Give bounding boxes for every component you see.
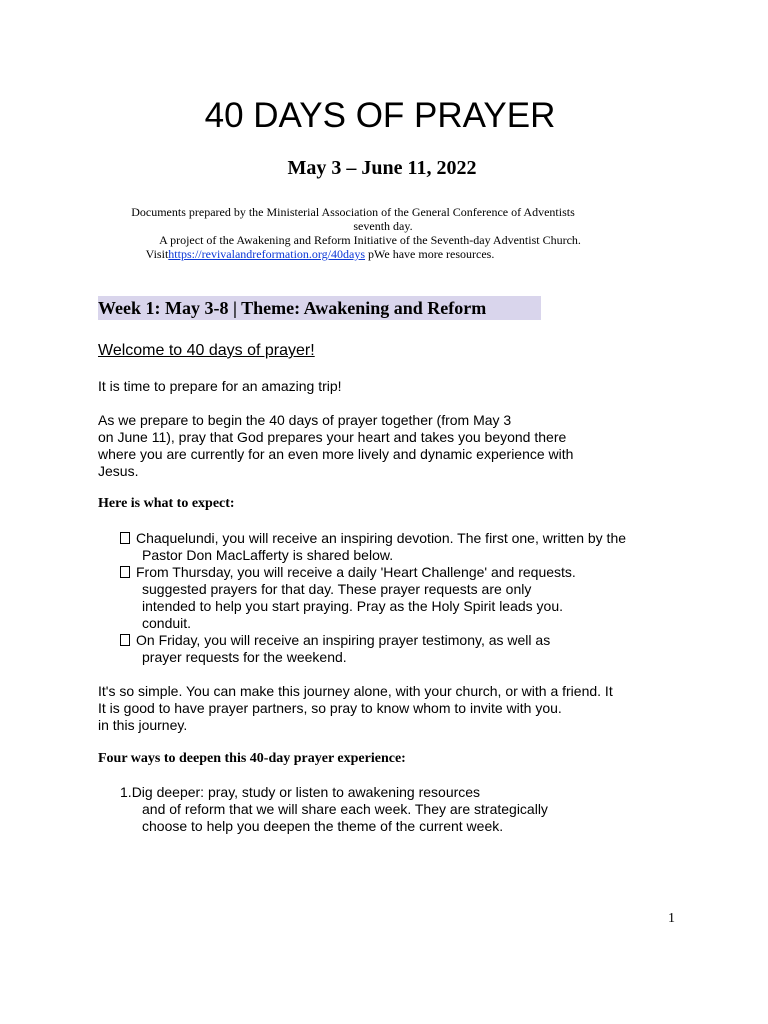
- simple-paragraph: [98, 683, 668, 734]
- ways-heading: Four ways to deepen this 40-day prayer experience:: [98, 751, 406, 766]
- expect-item-line: On Friday, you will receive an inspiring prayer testimony, as well as: [136, 632, 551, 648]
- expect-item-line: conduit.: [142, 615, 192, 631]
- date-range: May 3 – June 11, 2022: [287, 157, 477, 179]
- credit-visit-line: [0, 247, 640, 261]
- paragraph-line: It's so simple. You can make this journey alone, with your church, or with a friend. It: [98, 683, 613, 699]
- paragraph-line: where you are currently for an even more lively and dynamic experience with: [98, 446, 574, 462]
- paragraph-line: Jesus.: [98, 463, 139, 479]
- credit-line: seventh day.: [353, 219, 413, 233]
- expect-item-line: Chaquelundi, you will receive an inspiring devotion. The first one, written by the: [136, 530, 627, 546]
- expect-item-line: prayer requests for the weekend.: [142, 649, 347, 665]
- document-title: 40 DAYS OF PRAYER: [204, 96, 556, 135]
- intro-paragraph: It is time to prepare for an amazing trip!: [98, 378, 342, 394]
- visit-prefix: Visit: [145, 247, 169, 261]
- credit-line: A project of the Awakening and Reform Initiative of the Seventh-day Adventist Church.: [159, 233, 581, 247]
- expect-item-line: From Thursday, you will receive a daily 'Heart Challenge' and requests.: [136, 564, 576, 580]
- expect-item-line: Pastor Don MacLafferty is shared below.: [142, 547, 394, 563]
- expect-item: [120, 530, 650, 564]
- ways-item-line: choose to help you deepen the theme of the current week.: [142, 818, 504, 834]
- expect-item: [120, 564, 650, 632]
- expect-heading: Here is what to expect:: [98, 496, 235, 511]
- bullet-box-icon: [120, 566, 130, 578]
- visit-suffix: pWe have more resources.: [365, 247, 495, 261]
- bullet-box-icon: [120, 532, 130, 544]
- paragraph-line: in this journey.: [98, 717, 188, 733]
- resources-link[interactable]: https://revivalandreformation.org/40days: [168, 247, 366, 261]
- prepare-paragraph: [98, 412, 658, 480]
- paragraph-line: on June 11), pray that God prepares your heart and takes you beyond there: [98, 429, 567, 445]
- welcome-heading: Welcome to 40 days of prayer!: [98, 342, 315, 359]
- paragraph-line: As we prepare to begin the 40 days of prayer together (from May 3: [98, 412, 512, 428]
- week-heading: Week 1: May 3-8 | Theme: Awakening and Reform: [98, 296, 541, 320]
- ways-item-number: 1.: [120, 784, 132, 800]
- credit-line: Documents prepared by the Ministerial Association of the General Conference of Adventists: [131, 205, 575, 219]
- ways-item: [120, 784, 600, 835]
- ways-item-line: and of reform that we will share each week. They are strategically: [142, 801, 548, 817]
- bullet-box-icon: [120, 634, 130, 646]
- expect-item-line: suggested prayers for that day. These prayer requests are only: [142, 581, 532, 597]
- paragraph-line: It is good to have prayer partners, so pray to know whom to invite with you.: [98, 700, 562, 716]
- expect-item-line: intended to help you start praying. Pray as the Holy Spirit leads you.: [142, 598, 564, 614]
- ways-item-line: Dig deeper: pray, study or listen to awakening resources: [131, 784, 481, 800]
- expect-item: [120, 632, 650, 666]
- page-number: 1: [668, 911, 675, 926]
